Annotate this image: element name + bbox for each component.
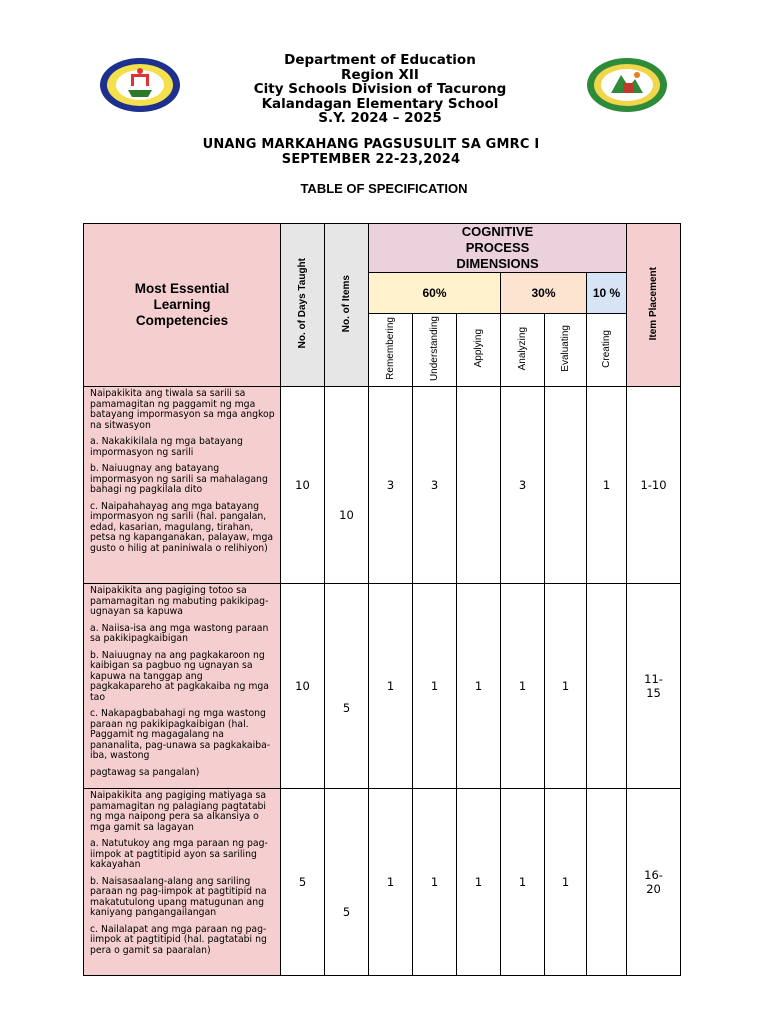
placement-value: 1-10	[640, 478, 667, 492]
creating-value: 1	[602, 478, 611, 492]
items-value: 10	[339, 508, 354, 522]
evaluating-value: 1	[561, 875, 570, 889]
items-header-cell	[325, 224, 369, 387]
table-row	[84, 584, 681, 789]
organization-heading	[210, 53, 550, 126]
level-evaluating-cell	[545, 314, 587, 387]
division-seal-logo	[585, 57, 669, 113]
remembering-cell	[369, 387, 413, 584]
evaluating-cell	[545, 584, 587, 789]
table-row	[84, 387, 681, 584]
competency-b: b. Naiuugnay ang batayang impormasyon ng sarili sa mahalagang bahagi ng pagkilala dito	[90, 463, 268, 495]
understanding-cell	[413, 387, 457, 584]
days-header: No. of Days Taught	[297, 258, 308, 349]
competency-main: Naipakikita ang tiwala sa sarili sa pamamagitan ng paggamit ng mga batayang impormasyon sa mga angkop na sitwasyon	[90, 388, 275, 431]
placement-value: 16-20	[644, 868, 663, 896]
competency-c: c. Naipahahayag ang mga batayang impormasyon ng sarili (hal. pangalan, edad, kasarian, magulang, tirahan, petsa ng kapanganakan, palayaw, mga gusto o hilig at paniniwala o relihiyon)	[90, 500, 274, 554]
evaluating-cell	[545, 789, 587, 976]
evaluating-value: 1	[561, 679, 570, 693]
cognitive-header: COGNITIVE PROCESS DIMENSIONS	[456, 224, 539, 271]
placement-cell	[627, 584, 681, 789]
region-line: Region XII	[341, 66, 419, 83]
level-remembering-cell	[369, 314, 413, 387]
pct-10-cell	[587, 273, 627, 314]
competency-header-cell	[84, 224, 281, 387]
competency-b: b. Naiuugnay na ang pagkakaroon ng kaibigan sa pagbuo ng ugnayan sa kapuwa na tanggap ang pagkakapareho at pagkakaiba ng mga tao	[90, 649, 269, 703]
placement-value: 11-15	[644, 672, 663, 700]
level-analyzing: Analyzing	[517, 326, 528, 371]
remembering-value: 1	[386, 875, 395, 889]
placement-header: Item Placement	[648, 266, 660, 341]
remembering-value: 3	[386, 478, 395, 492]
placement-cell	[627, 387, 681, 584]
days-cell	[281, 387, 325, 584]
analyzing-value: 3	[518, 478, 527, 492]
level-analyzing-cell	[501, 314, 545, 387]
level-applying: Applying	[473, 329, 484, 368]
placement-header-cell	[627, 224, 681, 387]
exam-title: UNANG MARKAHANG PAGSUSULIT SA GMRC I	[202, 137, 540, 152]
competency-c: c. Nailalapat ang mga paraan ng pag-iimpok at pagtitipid (hal. pagtatabi ng pera o gamit sa paaralan)	[90, 923, 267, 956]
items-header: No. of Items	[341, 274, 352, 333]
level-evaluating: Evaluating	[560, 325, 571, 372]
level-creating: Creating	[601, 329, 613, 368]
level-applying-cell	[457, 314, 501, 387]
placement-cell	[627, 789, 681, 976]
creating-cell	[587, 387, 627, 584]
items-value: 5	[342, 701, 351, 715]
school-seal-logo	[98, 57, 182, 113]
competency-cell	[84, 789, 281, 976]
days-value: 10	[295, 478, 310, 492]
cognitive-header-cell	[369, 224, 627, 273]
division-line: City Schools Division of Tacurong	[253, 81, 507, 97]
analyzing-cell	[501, 584, 545, 789]
understanding-value: 1	[430, 679, 439, 693]
document-header	[0, 0, 768, 210]
days-cell	[281, 789, 325, 976]
exam-date: SEPTEMBER 22-23,2024	[281, 151, 461, 167]
understanding-value: 1	[430, 875, 439, 889]
pct-60-cell	[369, 273, 501, 314]
competency-c-cont: pagtawag sa pangalan)	[90, 766, 200, 778]
understanding-cell	[413, 584, 457, 789]
days-value: 5	[298, 875, 307, 889]
competency-cell	[84, 387, 281, 584]
items-cell	[325, 584, 369, 789]
items-value: 5	[342, 905, 351, 919]
pct-60: 60%	[422, 286, 447, 300]
creating-cell	[587, 584, 627, 789]
remembering-cell	[369, 789, 413, 976]
applying-value: 1	[474, 875, 483, 889]
school-year-line: S.Y. 2024 – 2025	[318, 110, 442, 126]
creating-cell	[587, 789, 627, 976]
level-understanding-cell	[413, 314, 457, 387]
applying-value: 1	[474, 679, 483, 693]
understanding-value: 3	[430, 478, 439, 492]
pct-30-cell	[501, 273, 587, 314]
applying-cell	[457, 584, 501, 789]
items-cell	[325, 387, 369, 584]
competency-cell	[84, 584, 281, 789]
analyzing-value: 1	[518, 679, 527, 693]
competency-a: a. Nakakikilala ng mga batayang impormasyon ng sarili	[90, 436, 243, 458]
level-remembering: Remembering	[385, 317, 396, 380]
days-header-cell	[281, 224, 325, 387]
pct-10: 10 %	[592, 286, 621, 300]
department-line: Department of Education	[284, 52, 476, 68]
applying-cell	[457, 789, 501, 976]
items-cell	[325, 789, 369, 976]
school-line: Kalandagan Elementary School	[261, 95, 499, 112]
competency-a: a. Natutukoy ang mga paraan ng pag-iimpok at pagtitipid ayon sa sariling kakayahan	[90, 838, 268, 870]
analyzing-value: 1	[518, 875, 527, 889]
remembering-value: 1	[386, 679, 395, 693]
analyzing-cell	[501, 387, 545, 584]
competency-header: Most Essential Learning Competencies	[134, 281, 230, 328]
understanding-cell	[413, 789, 457, 976]
competency-main: Naipakikita ang pagiging matiyaga sa pamamagitan ng palagiang pagtatabi ng mga naipong pera sa alkansiya o mga gamit sa lagayan	[90, 790, 267, 833]
exam-heading	[150, 138, 592, 167]
header-row-1	[84, 224, 681, 273]
level-understanding: Understanding	[429, 315, 440, 382]
evaluating-cell	[545, 387, 587, 584]
analyzing-cell	[501, 789, 545, 976]
competency-c: c. Nakapagbabahagi ng mga wastong paraan ng pakikipagkaibigan (hal. Paggamit ng magagalang na pananalita, pag-unawa sa pagkakaiba-iba, wastong	[90, 708, 271, 761]
competency-a: a. Naiisa-isa ang mga wastong paraan sa pakikipagkaibigan	[90, 622, 269, 644]
specification-table	[83, 223, 681, 976]
table-row	[84, 789, 681, 976]
pct-30: 30%	[531, 286, 556, 300]
competency-main: Naipakikita ang pagiging totoo sa pamamagitan ng mabuting pakikipag-ugnayan sa kapuwa	[90, 585, 269, 617]
applying-cell	[457, 387, 501, 584]
competency-b: b. Naisasaalang-alang ang sariling paraan ng pag-iimpok at pagtitipid na makatutulong upang matugunan ang kaniyang pangangailangan	[90, 875, 267, 918]
remembering-cell	[369, 584, 413, 789]
days-cell	[281, 584, 325, 789]
days-value: 10	[295, 679, 310, 693]
level-creating-cell	[587, 314, 627, 387]
document-title: TABLE OF SPECIFICATION	[300, 181, 468, 196]
